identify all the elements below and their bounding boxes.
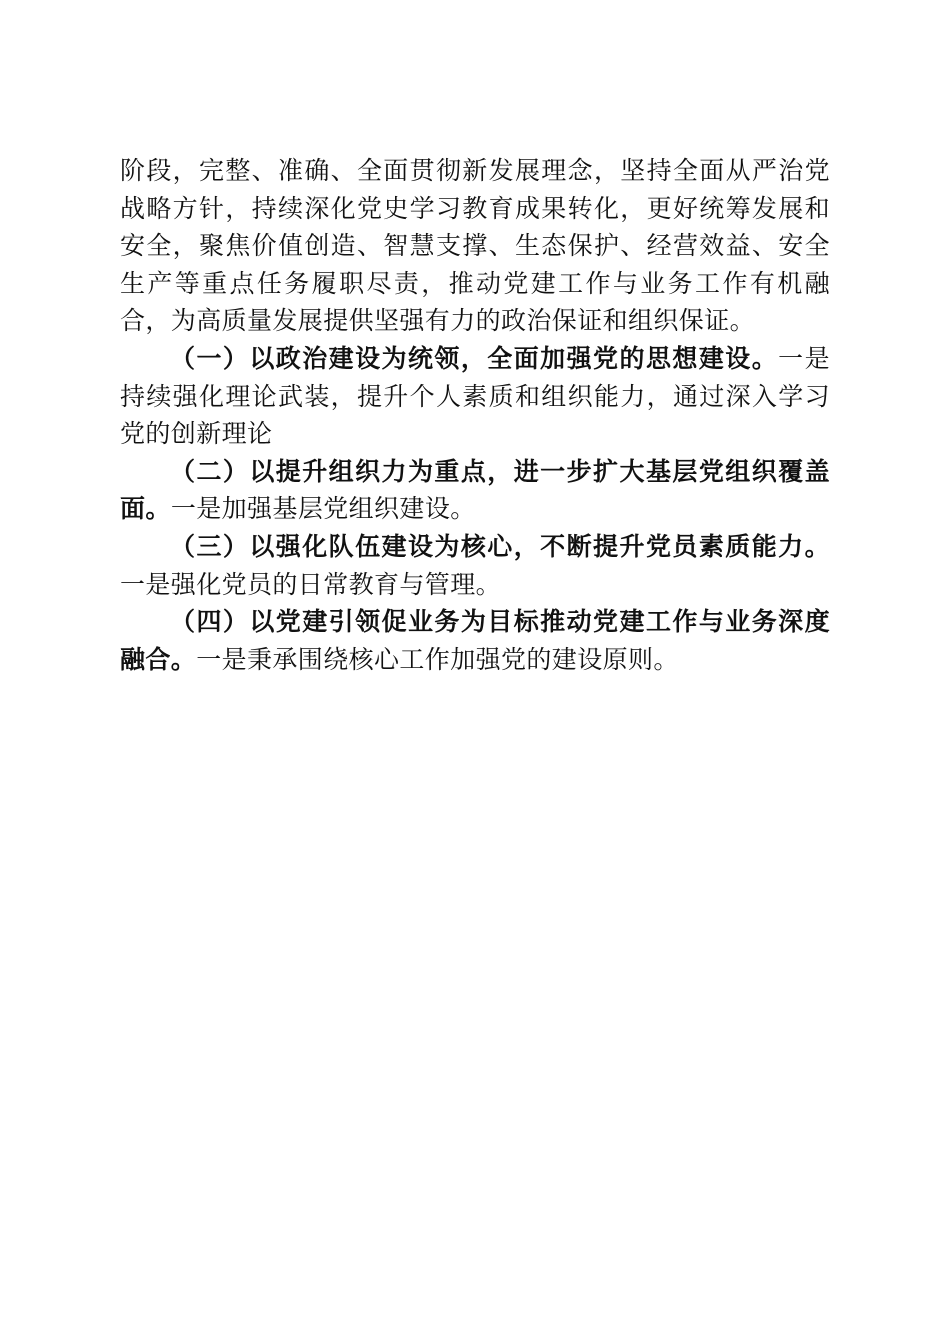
section-4-paragraph: [120, 603, 830, 678]
section-3-paragraph: [120, 528, 830, 603]
section-1-body: 一是持续强化理论武装，提升个人素质和组织能力，通过深入学习党的创新理论: [120, 343, 830, 449]
section-2-body: 一是加强基层党组织建设。: [170, 494, 476, 524]
intro-paragraph: 阶段，完整、准确、全面贯彻新发展理念，坚持全面从严治党战略方针，持续深化党史学习教育成果转化，更好统筹发展和安全，聚焦价值创造、智慧支撑、生态保护、经营效益、安全生产等重点任务履职尽责，推动党建工作与业务工作有机融合，为高质量发展提供坚强有力的政治保证和组织保证。: [120, 156, 830, 336]
section-1-paragraph: [120, 340, 830, 453]
section-3-body: 一是强化党员的日常教育与管理。: [120, 569, 502, 599]
section-1-heading: （一）以政治建设为统领，全面加强党的思想建设。: [170, 343, 779, 373]
section-3-heading: （三）以强化队伍建设为核心，不断提升党员素质能力。: [170, 531, 830, 561]
section-4-heading: （四）以党建引领促业务为目标推动党建工作与业务深度融合。: [120, 607, 830, 674]
section-4-body: 一是秉承围绕核心工作加强党的建设原则。: [196, 644, 679, 674]
section-2-paragraph: [120, 453, 830, 528]
document-body: [120, 152, 830, 678]
section-2-heading: （二）以提升组织力为重点，进一步扩大基层党组织覆盖面。: [120, 456, 830, 524]
